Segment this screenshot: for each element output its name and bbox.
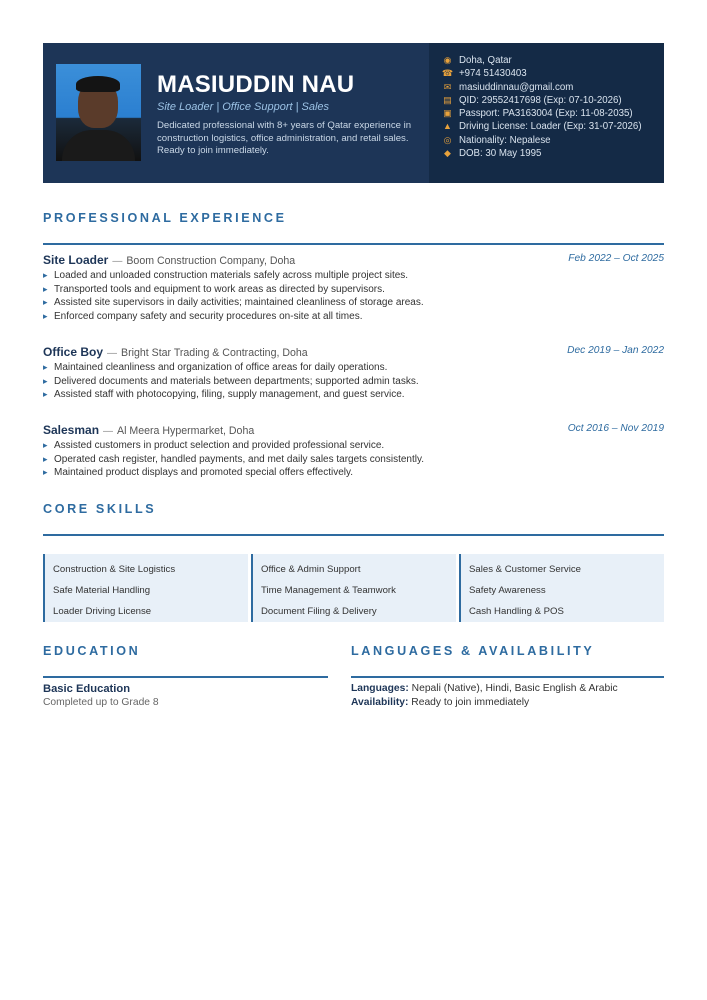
job-bullets	[43, 439, 664, 480]
skill-item: Construction & Site Logistics	[53, 564, 176, 575]
languages-heading: LANGUAGES & AVAILABILITY	[351, 644, 595, 658]
contact-text: DOB: 30 May 1995	[459, 148, 542, 160]
job-company: Bright Star Trading & Contracting, Doha	[121, 347, 308, 359]
job-entry	[43, 423, 664, 480]
job-company: Al Meera Hypermarket, Doha	[117, 425, 255, 437]
skill-item: Loader Driving License	[53, 606, 152, 617]
job-bullets	[43, 269, 664, 323]
job-separator: —	[112, 256, 123, 267]
experience-heading: PROFESSIONAL EXPERIENCE	[43, 211, 287, 225]
languages-value: Nepali (Native), Hindi, Basic English & Arabic	[411, 683, 618, 694]
globe-icon: ◎	[443, 134, 452, 145]
contact-text: Driving License: Loader (Exp: 31-07-2026)	[459, 121, 642, 133]
id-card-icon: ▤	[443, 94, 452, 105]
job-title: Office Boy	[43, 345, 104, 359]
languages-divider	[351, 676, 664, 678]
skills-column	[459, 554, 664, 622]
skill-item: Office & Admin Support	[261, 564, 361, 575]
job-bullet: ▸ Assisted site supervisors in daily activities; maintained cleanliness of storage areas.	[43, 296, 664, 310]
contact-dob	[441, 147, 659, 160]
experience-divider	[43, 243, 664, 245]
skills-heading: CORE SKILLS	[43, 502, 157, 516]
skill-item: Document Filing & Delivery	[261, 606, 377, 617]
contact-panel	[429, 43, 664, 183]
contact-text: masiuddinnau@gmail.com	[459, 81, 574, 93]
job-title: Salesman	[43, 423, 100, 437]
job-entry	[43, 253, 664, 323]
candidate-name: MASIUDDIN NAU	[157, 71, 355, 98]
contact-list	[441, 54, 659, 160]
job-entry	[43, 345, 664, 402]
education-divider	[43, 676, 328, 678]
contact-text: Nationality: Nepalese	[459, 134, 551, 146]
availability-line	[351, 697, 529, 708]
job-date: Dec 2019 – Jan 2022	[567, 345, 664, 356]
contact-text: QID: 29552417698 (Exp: 07-10-2026)	[459, 94, 622, 106]
contact-driving-license	[441, 120, 659, 133]
skill-item: Safe Material Handling	[53, 585, 151, 596]
job-header	[43, 253, 664, 269]
job-date: Oct 2016 – Nov 2019	[567, 423, 664, 434]
job-bullet: ▸ Assisted customers in product selection and provided professional service.	[43, 439, 664, 453]
location-pin-icon: ◉	[443, 55, 452, 65]
contact-qid	[441, 94, 659, 107]
availability-label: Availability:	[351, 697, 409, 708]
education-detail: Completed up to Grade 8	[43, 697, 159, 708]
passport-icon: ▣	[443, 108, 452, 119]
skill-item: Sales & Customer Service	[469, 564, 581, 575]
languages-label: Languages:	[351, 683, 409, 694]
job-bullet: ▸ Operated cash register, handled payments, and met daily sales targets consistently.	[43, 453, 664, 467]
job-separator: —	[103, 426, 114, 437]
education-heading: EDUCATION	[43, 644, 141, 658]
contact-nationality	[441, 134, 659, 147]
job-separator: —	[107, 348, 118, 359]
skills-grid	[43, 554, 664, 617]
skill-item: Time Management & Teamwork	[261, 585, 396, 596]
contact-phone[interactable]	[441, 67, 659, 80]
contact-email[interactable]	[441, 81, 659, 94]
photo-body	[62, 130, 135, 161]
job-bullet: ▸ Delivered documents and materials between departments; supported admin tasks.	[43, 375, 664, 389]
languages-line	[351, 683, 618, 694]
resume-header	[43, 43, 664, 183]
job-bullet: ▸ Loaded and unloaded construction materials safely across multiple project sites.	[43, 269, 664, 283]
photo-hair	[76, 76, 120, 92]
job-title: Site Loader	[43, 253, 109, 267]
profile-photo	[56, 64, 141, 161]
candidate-roles: Site Loader | Office Support | Sales	[157, 101, 330, 113]
car-icon: ▲	[443, 121, 452, 132]
job-date: Feb 2022 – Oct 2025	[568, 253, 664, 264]
contact-text: +974 51430403	[459, 68, 527, 80]
contact-location	[441, 54, 659, 67]
cake-icon: ◆	[444, 148, 451, 159]
phone-icon: ☎	[441, 68, 454, 79]
job-bullet: ▸ Assisted staff with photocopying, filing, supply management, and guest service.	[43, 388, 664, 402]
skills-column	[251, 554, 456, 622]
contact-text: Passport: PA3163004 (Exp: 11-08-2035)	[459, 108, 633, 120]
contact-passport	[441, 107, 659, 120]
header-identity	[43, 43, 429, 183]
skills-divider	[43, 534, 664, 536]
envelope-icon: ✉	[443, 81, 452, 92]
job-header	[43, 345, 664, 361]
job-bullet: ▸ Enforced company safety and security procedures on-site at all times.	[43, 310, 664, 324]
skill-item: Safety Awareness	[469, 585, 546, 596]
job-bullet: ▸ Transported tools and equipment to work areas as directed by supervisors.	[43, 283, 664, 297]
availability-value: Ready to join immediately	[411, 697, 530, 708]
job-bullet: ▸ Maintained cleanliness and organization of office areas for daily operations.	[43, 361, 664, 375]
skills-column	[43, 554, 248, 622]
job-company: Boom Construction Company, Doha	[126, 255, 296, 267]
job-bullets	[43, 361, 664, 402]
job-bullet: ▸ Maintained product displays and promoted special offers effectively.	[43, 466, 664, 480]
contact-text: Doha, Qatar	[459, 55, 512, 66]
job-header	[43, 423, 664, 439]
skill-item: Cash Handling & POS	[469, 606, 564, 617]
education-title: Basic Education	[43, 683, 131, 695]
profile-summary: Dedicated professional with 8+ years of Qatar experience in construction logistics, office administration, and retail sales. Ready to join immediately.	[157, 120, 412, 156]
